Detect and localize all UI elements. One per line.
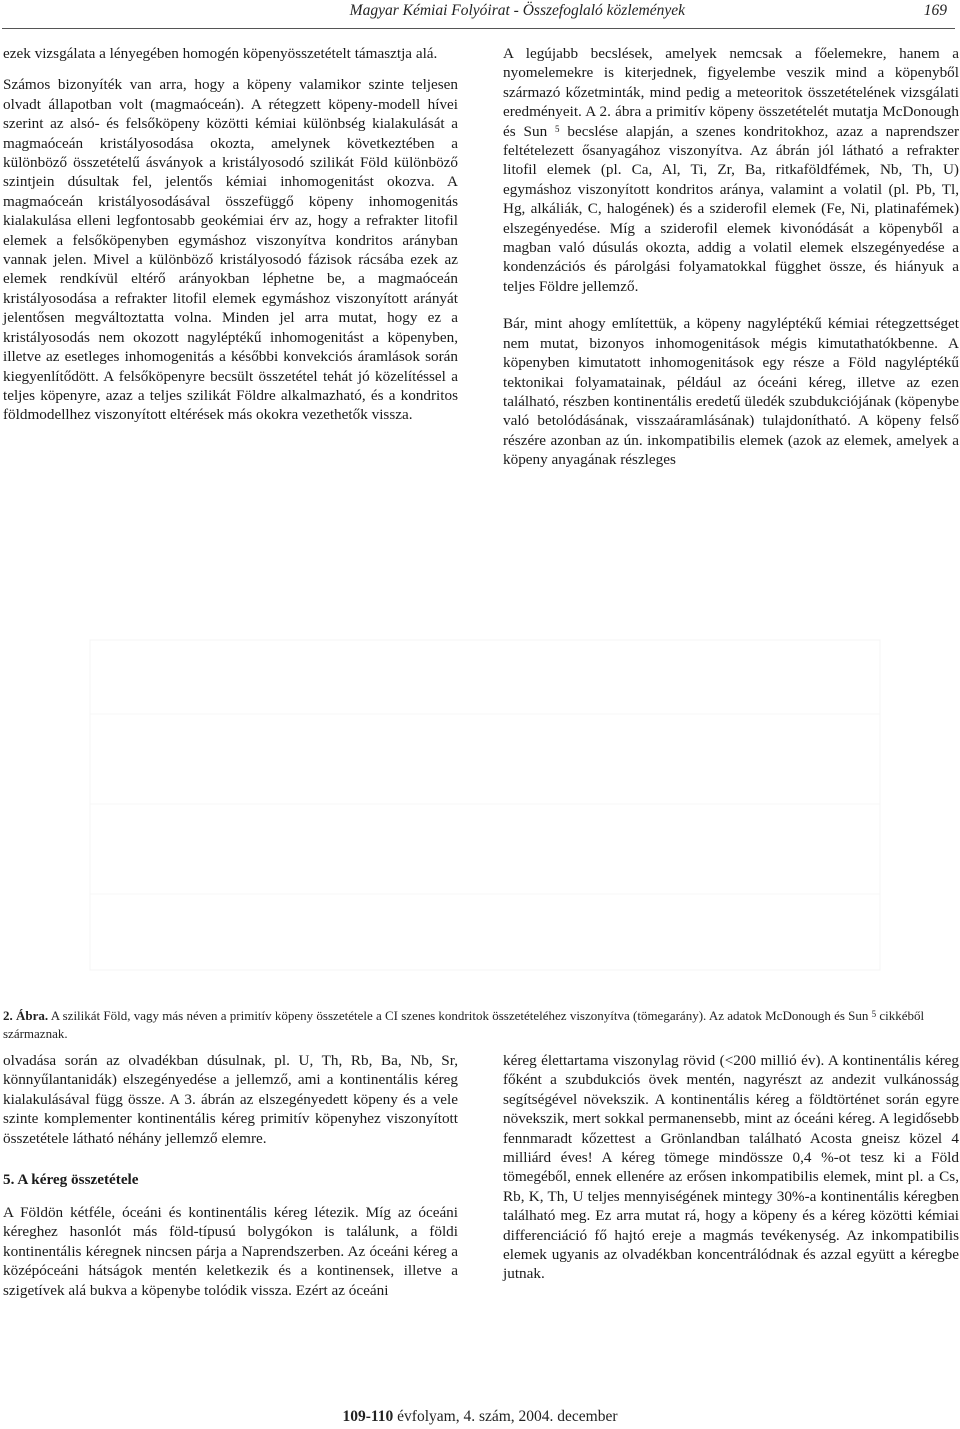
running-header [0,2,955,26]
header-rule [2,28,955,29]
volume-number: 109-110 [342,1408,394,1425]
reference-marker: 5 [555,123,560,134]
paragraph: Bár, mint ahogy említettük, a köpeny nagyléptékű kémiai rétegzettséget nem mutat, bizonyos inhomogenitások mégis kimutathatókbenne. A köpenyben kimutatott inhomogenitások egy része a Föld nagyléptékű tektonikai folyamatainak, például az óceáni kéreg, illetve az ezen található, részben kontinentális eredetű üledék szubdukciójának (köpenybe való betolódásának, visszaáramlásának) tulajdonítható. A köpeny felső részére azonban az ún. inkompatibilis elemek (azok az elemek, amelyek a köpeny anyagának részleges [503,315,959,469]
paragraph-text: A legújabb becslések, amelyek nemcsak a főelemekre, hanem a nyomelemekre is kiterjednek, figyelembe veszik mind a köpenyből származó kőzetminták, mind pedig a meteoritok összetételének vizsgálati eredményeit. A 2. ábra a primitív köpeny összetételét mutatja McDonough és Sun [503,45,959,140]
figure-2-faded-plot [60,604,940,986]
figure-caption [3,1007,953,1043]
paragraph: A Földön kétféle, óceáni és kontinentális kéreg létezik. Míg az óceáni kéreghez hasonlót más föld-típusú bolygókon is találunk, a földi kontinentális kéregnek nincsen párja a Naprendszerben. Az óceáni kéreg a középóceáni hátságok mentén keletkezik és a kontinensek, illetve a szigetívek alá bukva a köpenybe tolódik vissza. Ezért az óceáni [3,1204,458,1299]
paragraph: kéreg élettartama viszonylag rövid (<200 millió év). A kontinentális kéreg főként a szubdukciós övek mentén, nagyrészt az andezit vulkánosság segítségével növekszik. A kontinentális kéreg a földtörténet során egyre növekszik, mert sokkal permanensebb, mint az óceáni kéreg. A legidősebb fennmaradt kőzettest a Grönlandban található Acosta gneisz közel 4 milliárd éves! A kéreg tömege mindössze 0,4 %-ot tesz ki a Föld tömegéből, ennek ellenére az erősen inkompatibilis elemek, mint pl. a Cs, Rb, K, Th, U teljes mennyiségének mintegy 30%-a kontinentális kéregben található meg. Ez arra mutat rá, hogy a köpeny és a kéreg közötti kémiai differenciáció fő hajtó ereje a magmás tevékenység. Az inkompatibilis elemek ugyanis az olvadékban koncentrálódnak és azzal együtt a kéregbe jutnak. [503,1052,959,1283]
left-column-bottom [3,1051,458,1300]
page-footer [0,1408,960,1426]
reference-marker: 5 [871,1009,877,1019]
journal-title: Magyar Kémiai Folyóirat - Összefoglaló közlemények [349,2,685,19]
caption-text: cikkéből származnak. [3,1008,925,1041]
right-column-top [503,44,959,470]
issue-info: évfolyam, 4. szám, 2004. december [397,1408,618,1425]
paragraph [503,44,959,296]
caption-text: A szilikát Föld, vagy más néven a primitív köpeny összetétele a CI szenes kondritok összetételéhez viszonyítva (tömegarány). Az adatok McDonough és Sun [50,1008,869,1023]
paragraph: ezek vizsgálata a lényegében homogén köpenyösszetételt támasztja alá. [3,45,438,62]
caption-label: 2. Ábra. [3,1008,49,1023]
page-number: 169 [923,2,947,19]
left-column-top [3,44,458,425]
paragraph: Számos bizonyíték van arra, hogy a köpeny valamikor szinte teljesen olvadt állapotban volt (magmaóceán). A rétegzett köpeny-modell hívei szerint az alsó- és felsőköpeny közötti kémiai különbség kialakulását a magmaóceán kristályosodása okozta, amelynek következtében a különböző összetételű ásványok a kristályosodó szilikát Föld különböző szintjein dúsultak fel, jelentős kémiai inhomogenitást okozva. A magmaóceán kristályosodásával összefüggő köpeny inhomogenitás kialakulása elleni legfontosabb geokémiai érv az, hogy a refrakter litofil elemek a felsőköpenyben egymáshoz viszonyítva kondritos arányban vannak jelen. Mivel a különböző kristályosodó fázisok rácsába ezek az elemek rendkívül eltérő arányokban léphetne be, a magmaóceán kristályosodása a refrakter litofil elemek egymáshoz viszonyított arányát jelentősen megváltoztatta volna. Minden jel arra mutat, hogy ez a kristályosodás nem okozott nagyléptékű inhomogenitást a köpenyben, illetve az esetleges inhomogenitás a későbbi konvekciós áramlások során kiegyenlítődött. A felsőköpenyre becsült összetétel tehát jó közelítéssel a teljes köpenyre, azaz a teljes szilikát Földre alkalmazható, és a kondritos földmodellhez viszonyított eltérések más okokra vezethetők vissza. [3,76,458,424]
paragraph: olvadása során az olvadékban dúsulnak, pl. U, Th, Rb, Ba, Nb, Sr, könnyűlantanidák) elszegényedése a jellemző, ami a kontinentális kéreg kialakulásával függ össze. A 3. ábrán az elszegényedett köpeny és a vele szinte komplementer kontinentális kéreg primitív köpenyhez viszonyított összetétele látható néhány jellemző elemre. [3,1052,458,1147]
section-heading: 5. A kéreg összetétele [3,1171,139,1189]
figure-2-chart [60,604,940,986]
paragraph-text: becslése alapján, a szenes kondritokhoz, azaz a naprendszer feltételezett ősanyagához viszonyítva. Az ábrán jól látható a refrakter litofil elemek (pl. Ca, Al, Ti, Zr, Ba, ritkaföldfémek, Nb, Th, U) egymáshoz viszonyított kondritos aránya, valamint a volatil (pl. Pb, Tl, Hg, alkáliák, C, halogének) és a sziderofil elemek (Fe, Ni, platinafémek) elszegényedése. Míg a sziderofil elemek kivonódását a köpenyből a magban való dúsulás okozta, addig a volatil elemek elszegényedése a kondenzációs és párolgási folyamatokkal függhet össze, és hiányuk a teljes Földre jellemző. [503,122,960,295]
right-column-bottom [503,1051,959,1284]
